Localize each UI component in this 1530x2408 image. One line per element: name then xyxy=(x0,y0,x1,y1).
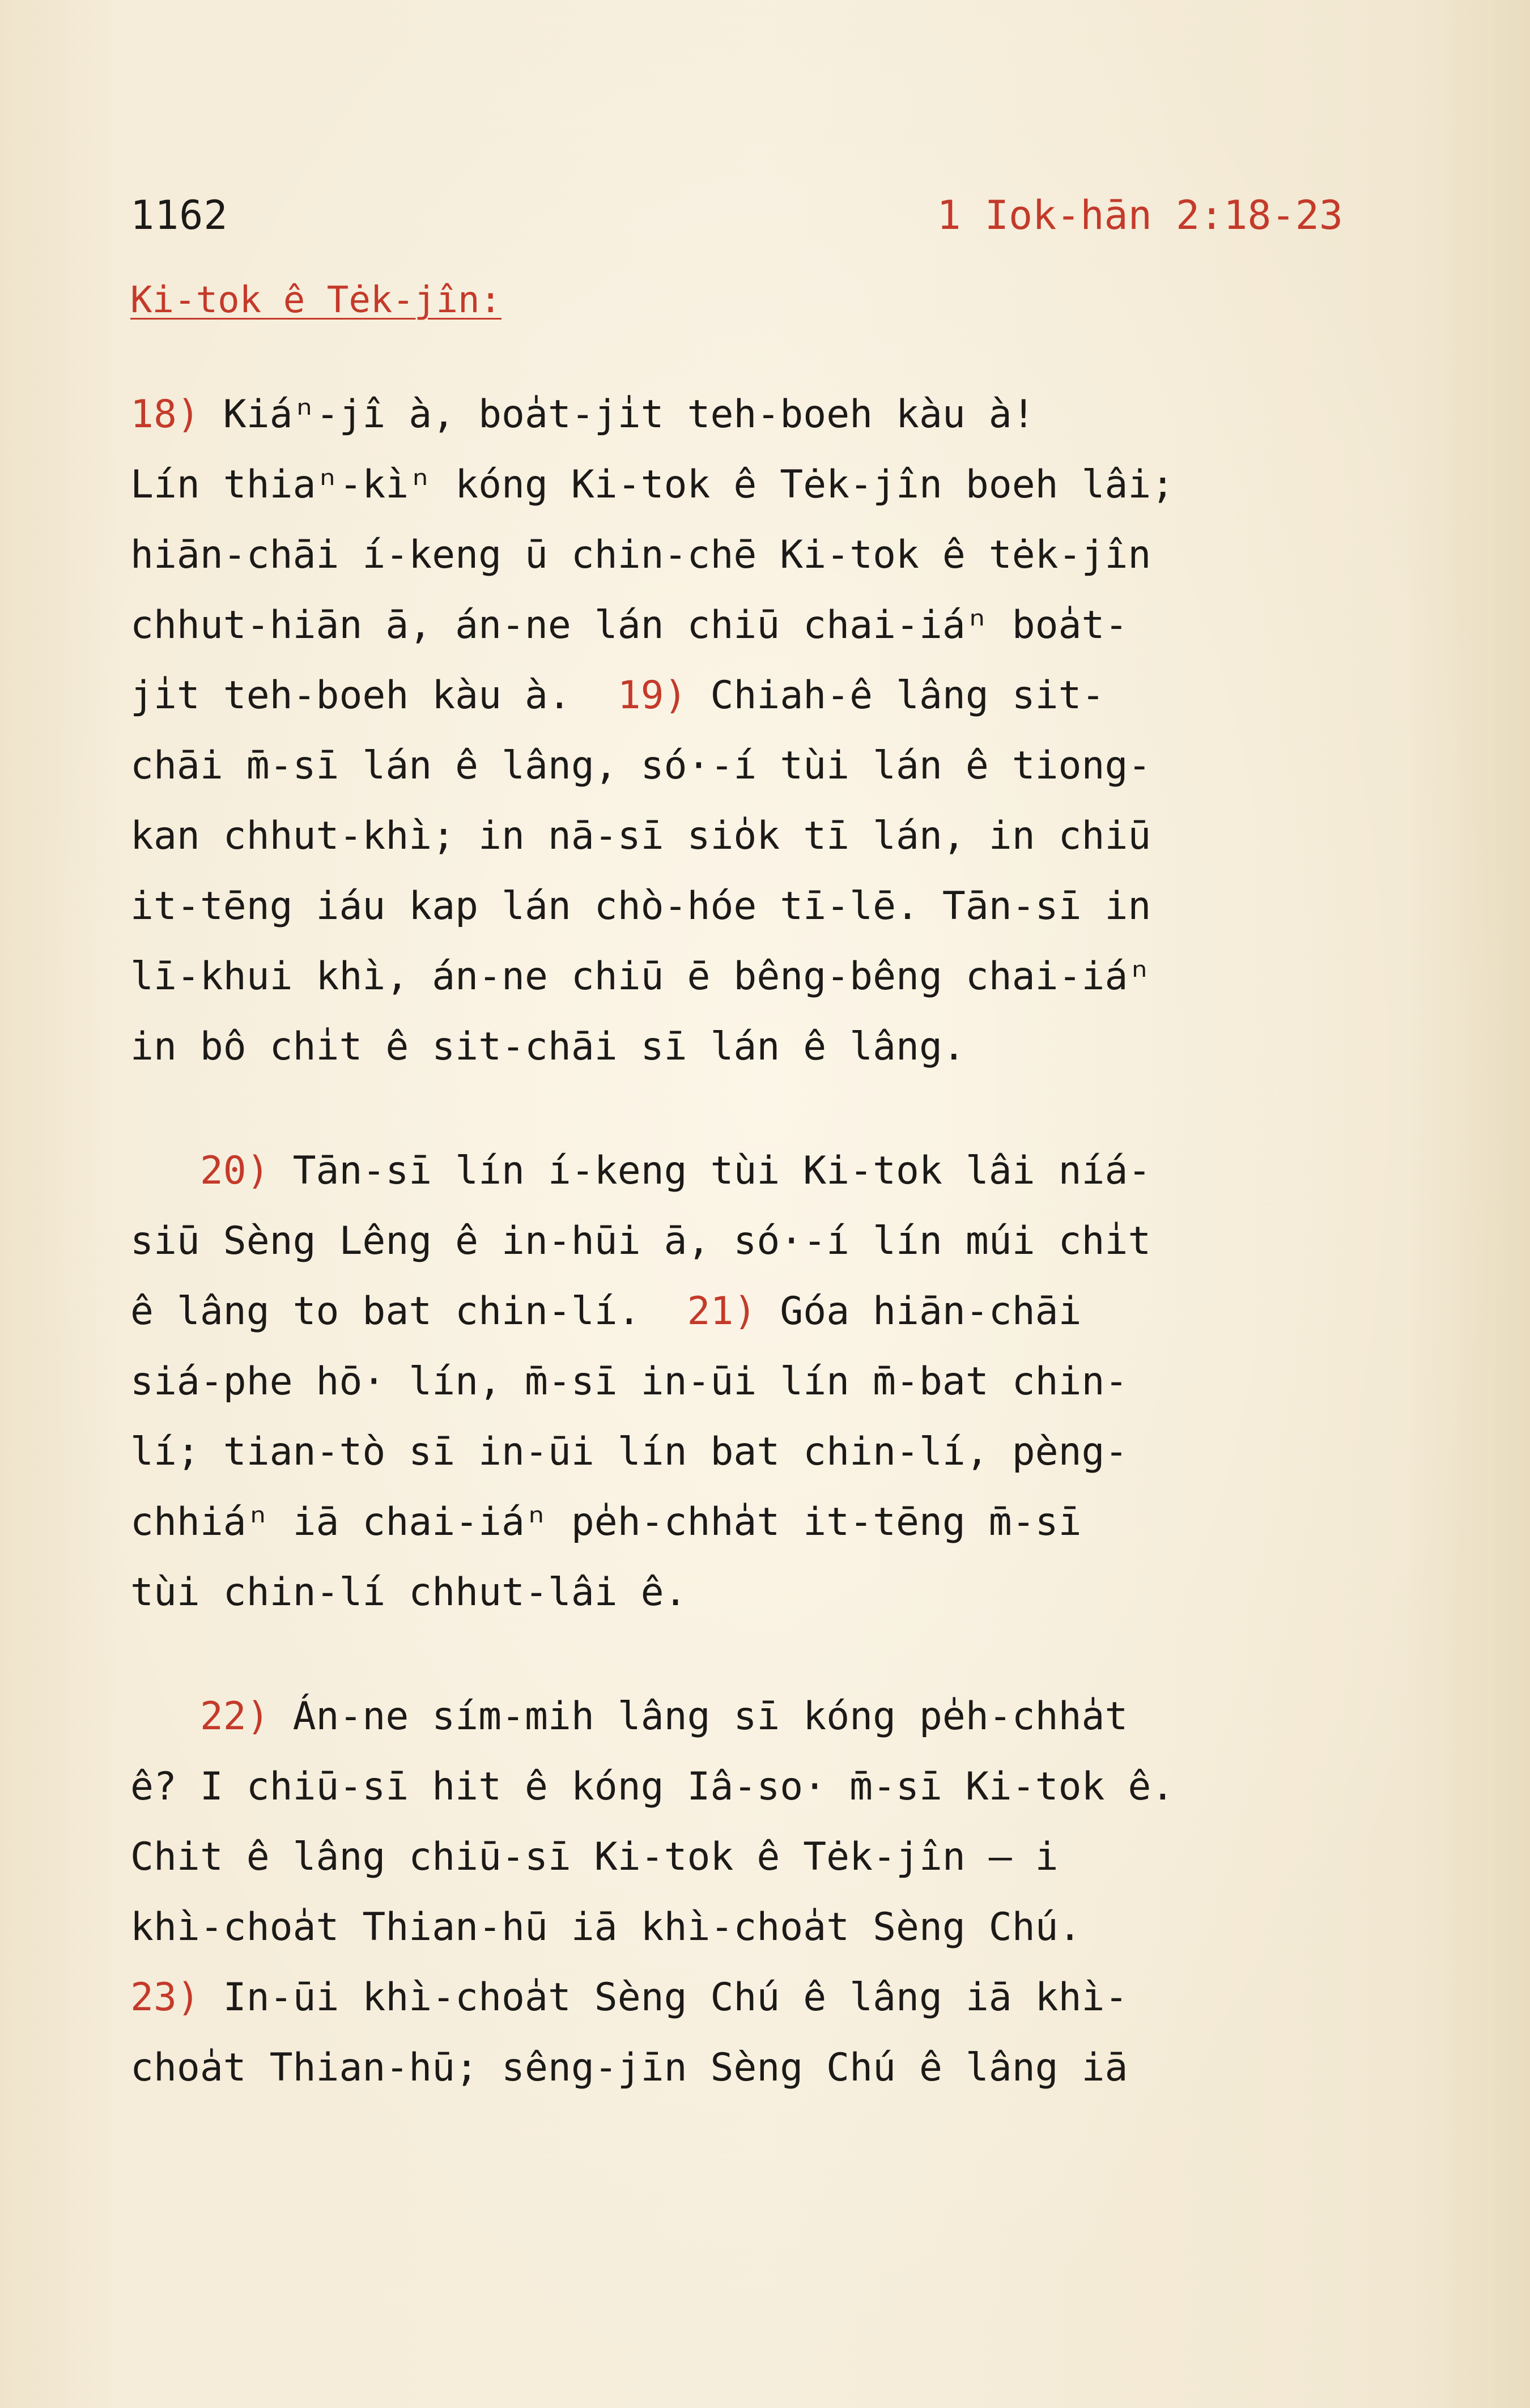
verse-number: 23) xyxy=(130,1975,200,2020)
verse-number: 18) xyxy=(130,392,200,437)
verse-text: choa̍t Thian-hū; sêng-jīn Sèng Chú ê lâng iā xyxy=(130,2045,1128,2090)
verse-text: In-ūi khì-choa̍t Sèng Chú ê lâng iā khì- xyxy=(199,1975,1128,2020)
text-line xyxy=(130,661,1400,731)
text-line xyxy=(130,942,1400,1012)
verse-text: Án-ne sím-mih lâng sī kóng pe̍h-chha̍t xyxy=(269,1694,1128,1739)
paragraph xyxy=(130,380,1400,1082)
verse-text: kan chhut-khì; in nā-sī sio̍k tī lán, in chiū xyxy=(130,814,1151,858)
text-line xyxy=(130,1682,1400,1752)
verse-text: siū Sèng Lêng ê in-hūi ā, só·-í lín múi chi̍t xyxy=(130,1219,1151,1263)
text-line xyxy=(130,1136,1400,1206)
text-line xyxy=(130,731,1400,801)
text-line xyxy=(130,871,1400,942)
verse-text: tùi chin-lí chhut-lâi ê. xyxy=(130,1570,687,1615)
verse-number: 19) xyxy=(617,673,687,718)
verse-text xyxy=(130,1694,200,1739)
verse-text: lī-khui khì, án-ne chiū ē bêng-bêng chai-iáⁿ xyxy=(130,954,1151,999)
text-line xyxy=(130,1487,1400,1558)
verse-text: lí; tian-tò sī in-ūi lín bat chin-lí, pèng- xyxy=(130,1430,1128,1474)
verse-number: 20) xyxy=(199,1148,270,1193)
verse-text: in bô chi̍t ê sit-chāi sī lán ê lâng. xyxy=(130,1024,966,1069)
verse-text: hiān-chāi í-keng ū chin-chē Ki-tok ê tėk-jîn xyxy=(130,533,1151,577)
verse-text: Lín thiaⁿ-kìⁿ kóng Ki-tok ê Tėk-jîn boeh lâi; xyxy=(130,462,1175,507)
text-line xyxy=(130,1822,1400,1892)
verse-text: Kiáⁿ-jî à, boa̍t-ji̍t teh-boeh kàu à! xyxy=(199,392,1035,437)
text-line xyxy=(130,520,1400,590)
verse-text: khì-choa̍t Thian-hū iā khì-choa̍t Sèng Chú. xyxy=(130,1905,1082,1950)
verse-text: chhiáⁿ iā chai-iáⁿ pe̍h-chha̍t it-tēng m̄-sī xyxy=(130,1500,1082,1545)
verse-text: Chit ê lâng chiū-sī Ki-tok ê Tėk-jîn — i xyxy=(130,1835,1059,1879)
verse-text: Chiah-ê lâng sit- xyxy=(687,673,1105,718)
text-line xyxy=(130,1012,1400,1082)
verse-text: chāi m̄-sī lán ê lâng, só·-í tùi lán ê tiong- xyxy=(130,743,1151,788)
page-number: 1162 xyxy=(130,192,228,239)
paragraphs xyxy=(130,380,1400,2103)
page-content xyxy=(130,272,1400,2157)
text-line xyxy=(130,1963,1400,2033)
text-line xyxy=(130,380,1400,450)
text-line xyxy=(130,1206,1400,1277)
verse-number: 21) xyxy=(687,1289,757,1334)
text-line xyxy=(130,1417,1400,1487)
verse-text: it-tēng iáu kap lán chò-hóe tī-lē. Tān-sī in xyxy=(130,884,1151,929)
text-line xyxy=(130,450,1400,520)
page-header xyxy=(130,187,1343,249)
text-line xyxy=(130,1277,1400,1347)
running-head: 1 Iok-hān 2:18-23 xyxy=(937,192,1343,239)
verse-text: Góa hiān-chāi xyxy=(756,1289,1082,1334)
text-line xyxy=(130,1892,1400,1963)
paragraph xyxy=(130,1682,1400,2103)
verse-text: siá-phe hō· lín, m̄-sī in-ūi lín m̄-bat chin- xyxy=(130,1359,1128,1404)
verse-text: ê lâng to bat chin-lí. xyxy=(130,1289,687,1334)
text-line xyxy=(130,801,1400,871)
section-heading: Ki-tok ê Tėk-jîn: xyxy=(130,279,502,321)
verse-text: ê? I chiū-sī hit ê kóng Iâ-so· m̄-sī Ki-tok ê. xyxy=(130,1764,1175,1809)
text-line xyxy=(130,1752,1400,1822)
text-line xyxy=(130,2033,1400,2103)
verse-number: 22) xyxy=(199,1694,270,1739)
verse-text xyxy=(130,1148,200,1193)
verse-text: ji̍t teh-boeh kàu à. xyxy=(130,673,618,718)
verse-text: Tān-sī lín í-keng tùi Ki-tok lâi níá- xyxy=(269,1148,1151,1193)
text-line xyxy=(130,590,1400,661)
paragraph xyxy=(130,1136,1400,1628)
verse-text: chhut-hiān ā, án-ne lán chiū chai-iáⁿ boa̍t- xyxy=(130,603,1128,648)
text-line xyxy=(130,1347,1400,1417)
text-line xyxy=(130,1558,1400,1628)
